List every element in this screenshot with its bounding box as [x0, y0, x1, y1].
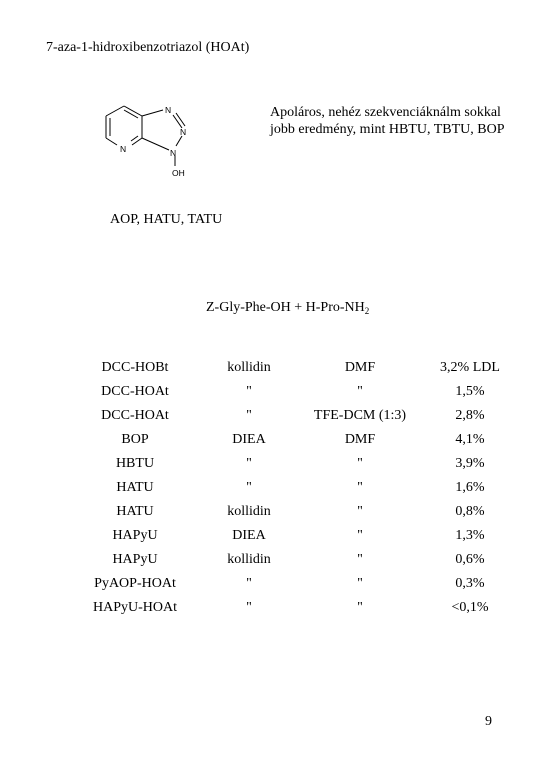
coupling-reagent-cell: HATU	[116, 480, 154, 495]
solvent-cell: "	[357, 552, 363, 567]
table-row	[70, 356, 518, 380]
coupling-reagent-cell: DCC-HOAt	[101, 408, 169, 423]
base-cell: "	[246, 384, 252, 399]
coupling-reagent-cell: HAPyU	[112, 552, 158, 567]
atom-label-n3: N	[170, 148, 177, 158]
coupling-reagent-cell: HAPyU-HOAt	[93, 600, 177, 615]
result-cell: 1,6%	[455, 480, 485, 495]
solvent-cell: TFE-DCM (1:3)	[313, 408, 407, 423]
table-row	[70, 500, 518, 524]
reaction-subscript: 2	[364, 306, 370, 316]
base-cell: DIEA	[232, 528, 266, 543]
reaction-equation	[206, 300, 369, 316]
base-cell: "	[246, 576, 252, 591]
result-cell: 4,1%	[455, 432, 485, 447]
base-cell: kollidin	[227, 504, 271, 519]
coupling-reagent-cell: HBTU	[115, 456, 155, 471]
coupling-reagent-cell: HAPyU	[112, 528, 158, 543]
solvent-cell: "	[357, 576, 363, 591]
solvent-cell: "	[357, 456, 363, 471]
solvent-cell: "	[357, 600, 363, 615]
solvent-cell: "	[357, 384, 363, 399]
atom-label-n1: N	[165, 105, 172, 115]
result-cell: 1,5%	[455, 384, 485, 399]
result-cell: 0,3%	[455, 576, 485, 591]
table-row	[70, 452, 518, 476]
comparison-note	[270, 104, 532, 138]
result-cell: 2,8%	[455, 408, 485, 423]
reagent-list: AOP, HATU, TATU	[110, 212, 223, 227]
coupling-reagent-cell: DCC-HOAt	[101, 384, 169, 399]
base-cell: kollidin	[227, 552, 271, 567]
atom-label-n2: N	[180, 127, 187, 137]
table-row	[70, 476, 518, 500]
result-cell: 0,6%	[455, 552, 485, 567]
solvent-cell: "	[357, 528, 363, 543]
atom-label-oh: OH	[172, 168, 185, 178]
coupling-reagent-cell: HATU	[116, 504, 154, 519]
base-cell: "	[246, 456, 252, 471]
base-cell: kollidin	[227, 360, 271, 375]
note-line: jobb eredmény, mint HBTU, TBTU, BOP	[270, 122, 505, 137]
solvent-cell: "	[357, 480, 363, 495]
table-row	[70, 548, 518, 572]
solvent-cell: DMF	[344, 432, 376, 447]
document-title: 7-aza-1-hidroxibenzotriazol (HOAt)	[46, 40, 250, 55]
table-row	[70, 596, 518, 620]
coupling-reagent-cell: DCC-HOBt	[101, 360, 169, 375]
result-cell: 3,9%	[455, 456, 485, 471]
solvent-cell: DMF	[344, 360, 376, 375]
reaction-main: Z-Gly-Phe-OH + H-Pro-NH	[206, 300, 365, 315]
racemization-table	[70, 356, 518, 620]
table-row	[70, 572, 518, 596]
page-number: 9	[485, 714, 492, 729]
hoat-structure-labels	[92, 90, 212, 185]
table-row	[70, 404, 518, 428]
table-row	[70, 380, 518, 404]
base-cell: DIEA	[232, 432, 266, 447]
note-line: Apoláros, nehéz szekvenciáknálm sokkal	[270, 105, 501, 120]
atom-label-n-pyridine: N	[120, 144, 127, 154]
result-cell: 1,3%	[455, 528, 485, 543]
result-cell: <0,1%	[451, 600, 489, 615]
table-row	[70, 428, 518, 452]
base-cell: "	[246, 480, 252, 495]
result-cell: 3,2% LDL	[440, 360, 500, 375]
table-row	[70, 524, 518, 548]
result-cell: 0,8%	[455, 504, 485, 519]
solvent-cell: "	[357, 504, 363, 519]
base-cell: "	[246, 408, 252, 423]
coupling-reagent-cell: PyAOP-HOAt	[94, 576, 176, 591]
coupling-reagent-cell: BOP	[121, 432, 149, 447]
base-cell: "	[246, 600, 252, 615]
